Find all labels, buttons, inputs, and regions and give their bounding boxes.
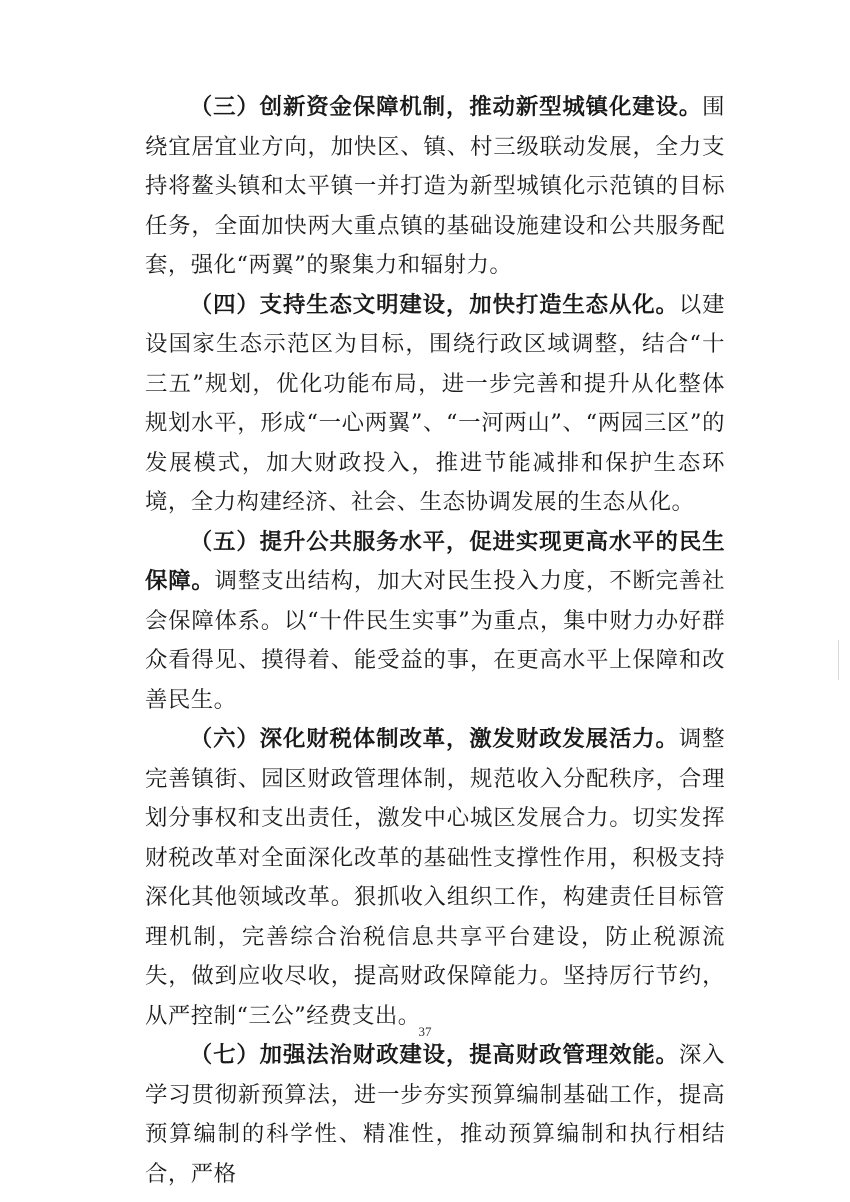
section-7-heading: （七）加强法治财政建设，提高财政管理效能。 <box>189 1042 679 1068</box>
section-3-heading: （三）创新资金保障机制，推动新型城镇化建设。 <box>189 94 703 120</box>
section-3-text: 围绕宜居宜业方向，加快区、镇、村三级联动发展，全力支持将鳌头镇和太平镇一并打造为新型城镇化示范镇的目标任务，全面加快两大重点镇的基础设施建设和公共服务配套，强化“两翼”的聚集力和辐射力。 <box>145 94 725 278</box>
section-7-text: 深入学习贯彻新预算法，进一步夯实预算编制基础工作，提高预算编制的科学性、精准性，推动预算编制和执行相结合，严格 <box>145 1042 726 1187</box>
section-4-text: 以建设国家生态示范区为目标，围绕行政区域调整，结合“十三五”规划，优化功能布局，进一步完善和提升从化整体规划水平，形成“一心两翼”、“一河两山”、“两园三区”的发展模式，加大财政投入，推进节能减排和保护生态环境，全力构建经济、社会、生态协调发展的生态从化。 <box>145 291 726 515</box>
section-5-text: 调整支出结构，加大对民生投入力度，不断完善社会保障体系。以“十件民生实事”为重点，集中财力办好群众看得见、摸得着、能受益的事，在更高水平上保障和改善民生。 <box>145 568 726 713</box>
paragraph-section-7 <box>145 1036 725 1194</box>
section-4-heading: （四）支持生态文明建设，加快打造生态从化。 <box>189 291 679 318</box>
section-5-heading: （五）提升公共服务水平，促进实现更高水平的民生保障。 <box>145 528 725 594</box>
section-6-heading: （六）深化财税体制改革，激发财政发展活力。 <box>189 726 679 752</box>
paragraph-section-6 <box>145 720 725 1036</box>
section-6-text: 调整完善镇街、园区财政管理体制，规范收入分配秩序，合理划分事权和支出责任，激发中心城区发展合力。切实发挥财税改革对全面深化改革的基础性支撑性作用，积极支持深化其他领域改革。狠抓收入组织工作，构建责任目标管理机制，完善综合治税信息共享平台建设，防止税源流失，做到应收尽收，提高财政保障能力。坚持厉行节约，从严控制“三公”经费支出。 <box>145 726 726 1029</box>
paragraph-section-5 <box>145 523 725 721</box>
scan-edge-mark <box>838 640 839 680</box>
paragraph-section-4 <box>145 286 725 523</box>
page-number: 37 <box>418 1024 432 1039</box>
paragraph-section-3 <box>145 88 725 286</box>
